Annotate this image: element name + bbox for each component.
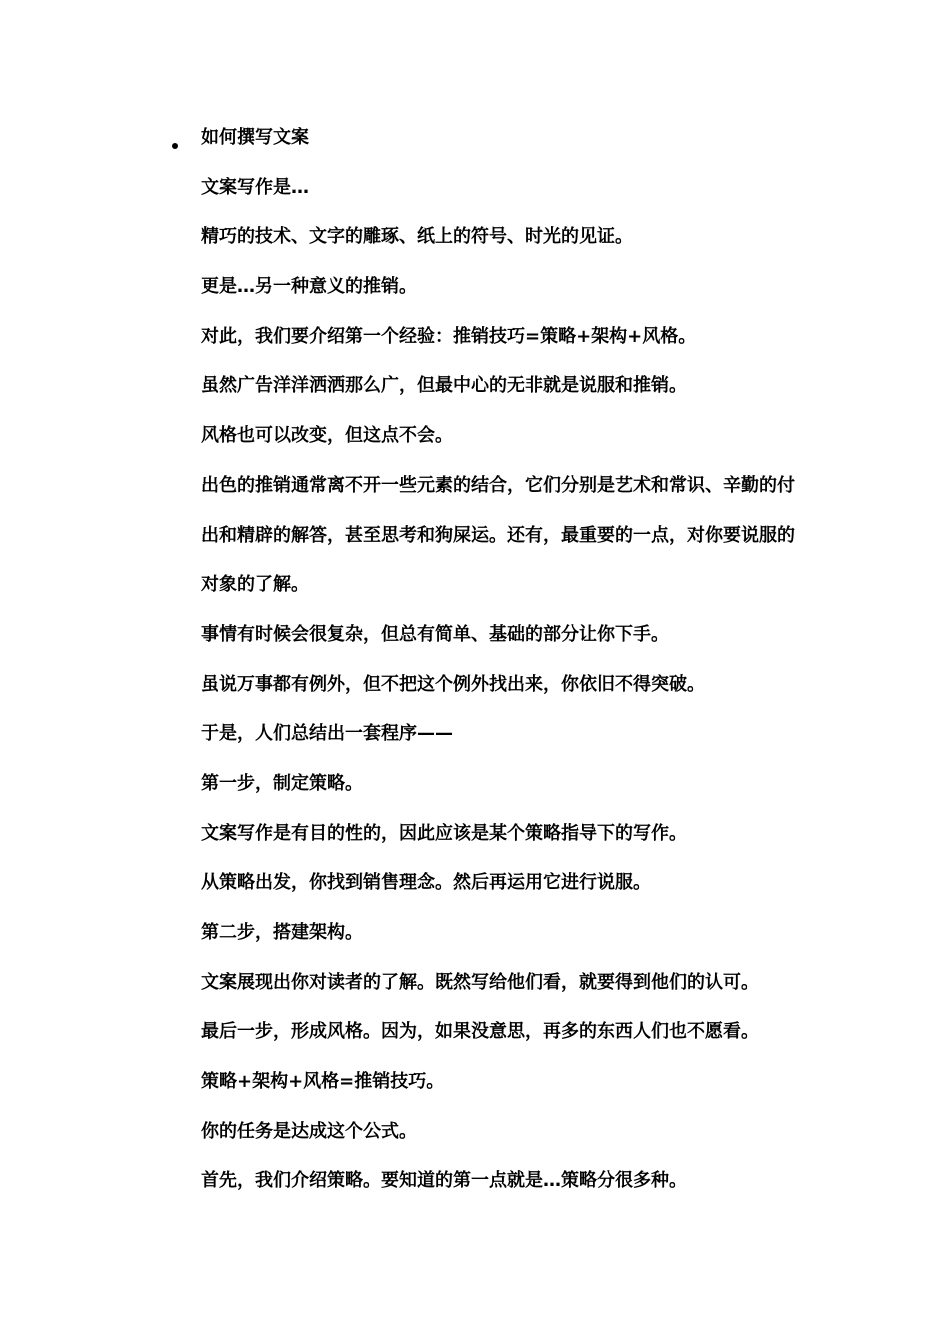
paragraph: 事情有时候会很复杂，但总有简单、基础的部分让你下手。 [201, 623, 669, 645]
paragraph: 第二步，搭建架构。 [201, 922, 363, 944]
paragraph: 出色的推销通常离不开一些元素的结合，它们分别是艺术和常识、辛勤的付出和精辟的解答，甚至思考和狗屎运。还有，最重要的一点，对你要说服的对象的了解。 [201, 474, 795, 596]
paragraph: 第一步，制定策略。 [201, 772, 363, 794]
paragraph: 首先，我们介绍策略。要知道的第一点就是…策略分很多种。 [201, 1170, 687, 1192]
paragraph: 风格也可以改变，但这点不会。 [201, 425, 453, 447]
paragraph: 从策略出发，你找到销售理念。然后再运用它进行说服。 [201, 872, 651, 894]
document-body [201, 126, 841, 1219]
paragraph: 精巧的技术、文字的雕琢、纸上的符号、时光的见证。 [201, 226, 633, 248]
document-heading: 如何撰写文案 [201, 127, 309, 148]
paragraph: 你的任务是达成这个公式。 [201, 1120, 417, 1142]
paragraph: 更是…另一种意义的推销。 [201, 276, 417, 298]
paragraph: 策略+架构+风格=推销技巧。 [201, 1071, 445, 1093]
paragraph: 虽说万事都有例外，但不把这个例外找出来，你依旧不得突破。 [201, 673, 705, 695]
paragraph: 文案展现出你对读者的了解。既然写给他们看，就要得到他们的认可。 [201, 971, 759, 993]
bullet-icon [172, 143, 178, 149]
paragraph: 文案写作是有目的性的，因此应该是某个策略指导下的写作。 [201, 822, 687, 844]
paragraph: 于是，人们总结出一套程序—— [201, 723, 453, 745]
paragraph: 对此，我们要介绍第一个经验：推销技巧=策略+架构+风格。 [201, 325, 697, 347]
paragraph: 文案写作是… [201, 176, 309, 198]
paragraph: 虽然广告洋洋洒洒那么广，但最中心的无非就是说服和推销。 [201, 375, 687, 397]
paragraph: 最后一步，形成风格。因为，如果没意思，再多的东西人们也不愿看。 [201, 1021, 759, 1043]
